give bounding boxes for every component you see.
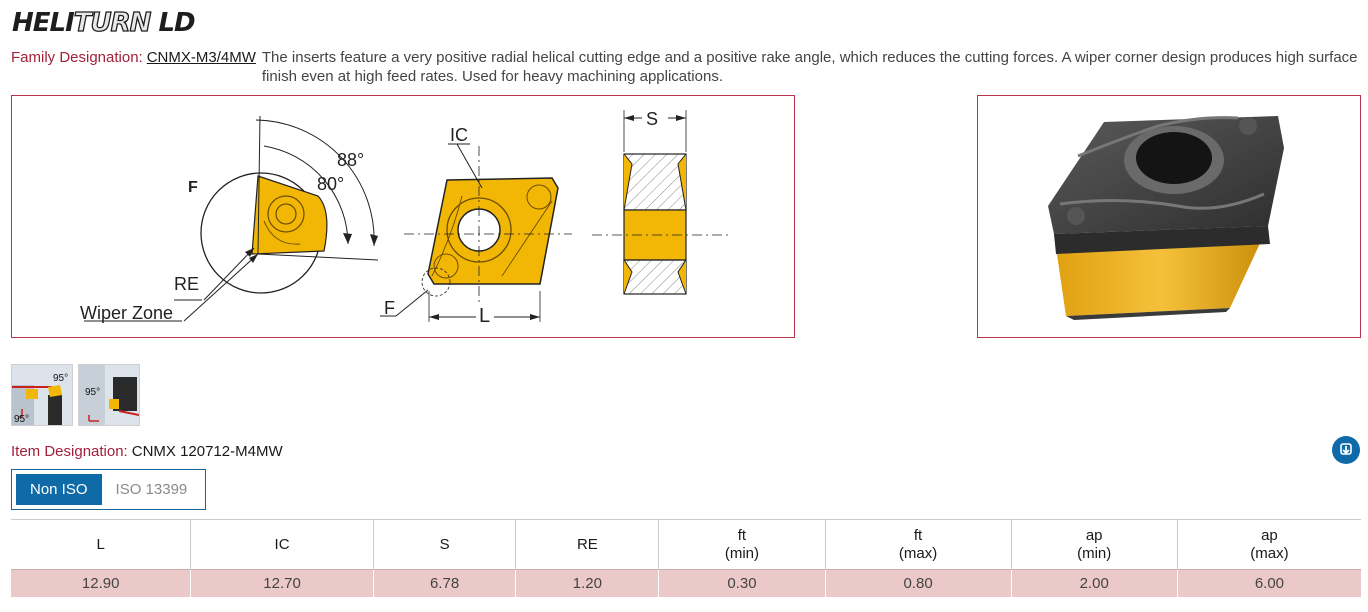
label-angle-80: 80° <box>317 174 345 194</box>
item-designation <box>11 443 283 461</box>
label-l: L <box>479 305 491 327</box>
application-thumbnail-2[interactable] <box>78 364 140 426</box>
insert-product-image <box>978 96 1360 337</box>
item-label: Item Designation: <box>11 443 128 460</box>
label-wiper-zone: Wiper Zone <box>80 303 174 323</box>
logo-text-ld: LD <box>150 8 195 38</box>
label-angle-88: 88° <box>337 150 365 170</box>
family-link[interactable]: CNMX-M3/4MW <box>146 49 256 66</box>
label-f-corner: F <box>384 298 395 318</box>
insert-top-view <box>380 125 572 327</box>
col-header <box>1011 520 1177 570</box>
technical-drawing <box>12 96 794 337</box>
corner-detail-view <box>80 116 378 323</box>
family-designation <box>11 48 1361 86</box>
logo-text-heli: HELI <box>12 8 74 38</box>
col-header-ap-max-sub: (max) <box>1250 544 1289 562</box>
label-ic: IC <box>450 125 468 145</box>
col-header-ap-max: ap <box>1261 526 1278 544</box>
thumb2-angle: 95° <box>85 387 101 398</box>
col-header <box>191 520 373 570</box>
technical-drawing-panel <box>11 95 795 338</box>
dimensions-table <box>11 519 1361 597</box>
col-header-ap-min: ap <box>1085 526 1103 544</box>
cell-re: 1.20 <box>516 570 659 597</box>
insert-side-view <box>592 109 732 294</box>
logo-text-turn: TURN <box>73 8 151 38</box>
col-header-ap-min-sub: (min) <box>1077 544 1112 562</box>
col-header-re: RE <box>576 535 598 553</box>
col-header-ft-max: ft <box>913 526 923 544</box>
cell-ap-max: 6.00 <box>1177 570 1361 597</box>
col-header <box>516 520 659 570</box>
cell-l: 12.90 <box>11 570 191 597</box>
facing-application-icon <box>79 365 139 425</box>
download-circle-icon <box>1332 436 1360 464</box>
col-header <box>373 520 516 570</box>
family-label: Family Designation: <box>11 49 143 66</box>
label-f: F <box>188 179 198 196</box>
cell-ap-min: 2.00 <box>1011 570 1177 597</box>
toggle-non-iso[interactable]: Non ISO <box>16 474 102 505</box>
cell-s: 6.78 <box>373 570 516 597</box>
col-header-ft-min: ft <box>737 526 747 544</box>
product-photo-panel <box>977 95 1361 338</box>
cell-ft-min: 0.30 <box>659 570 825 597</box>
col-header <box>1177 520 1361 570</box>
table-row <box>11 570 1361 597</box>
toggle-iso-13399[interactable]: ISO 13399 <box>102 474 202 505</box>
application-thumbnail-1[interactable] <box>11 364 73 426</box>
col-header-l: L <box>96 535 105 553</box>
cell-ic: 12.70 <box>191 570 373 597</box>
item-value: CNMX 120712-M4MW <box>131 443 283 460</box>
thumb1-angle-top: 95° <box>53 373 69 384</box>
brand-logo <box>12 8 222 40</box>
download-button[interactable] <box>1332 436 1360 464</box>
standard-toggle <box>11 469 206 510</box>
col-header <box>11 520 191 570</box>
col-header <box>825 520 1011 570</box>
thumb1-angle-bottom: 95° <box>14 414 30 425</box>
label-s: S <box>646 109 659 129</box>
turning-application-icon <box>12 365 72 425</box>
label-re: RE <box>174 274 200 294</box>
col-header-ft-min-sub: (min) <box>724 544 760 562</box>
cell-ft-max: 0.80 <box>825 570 1011 597</box>
table-header-row <box>11 520 1361 570</box>
family-description: The inserts feature a very positive radial helical cutting edge and a positive rake angle, which reduces the cutting forces. A wiper corner design produces high surface finish even at high feed rates. Used for heavy machining applications. <box>261 49 1358 85</box>
col-header-ic: IC <box>274 535 290 553</box>
col-header-ft-max-sub: (max) <box>898 544 938 562</box>
col-header <box>659 520 825 570</box>
col-header-s: S <box>439 535 450 553</box>
